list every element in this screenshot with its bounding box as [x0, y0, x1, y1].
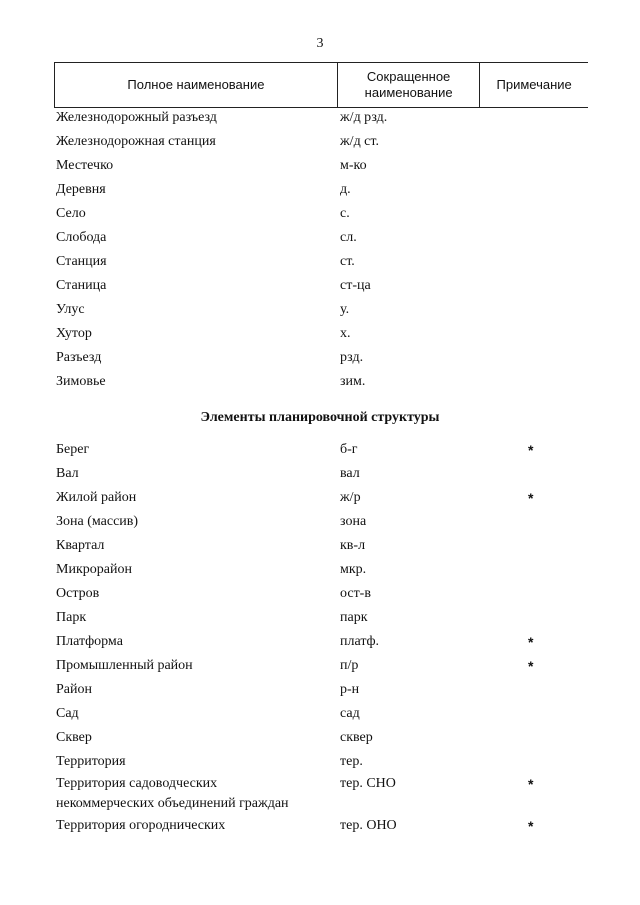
- table-row: [0, 728, 640, 750]
- note-asterisk: *: [528, 490, 534, 506]
- short-name: парк: [340, 610, 368, 625]
- note-asterisk: *: [528, 658, 534, 674]
- short-name: р-н: [340, 682, 360, 697]
- full-name: Вал: [56, 466, 79, 481]
- full-name: Железнодорожная станция: [56, 134, 216, 149]
- short-name: п/р: [340, 658, 359, 673]
- short-name: с.: [340, 206, 350, 221]
- short-name: ст.: [340, 254, 355, 269]
- full-name: Зона (массив): [56, 514, 139, 529]
- full-name: Промышленный район: [56, 658, 193, 673]
- full-name: Жилой район: [56, 490, 137, 505]
- table-row: [0, 108, 640, 130]
- short-name: д.: [340, 182, 351, 197]
- full-name: Улус: [56, 302, 85, 317]
- table-row: [0, 536, 640, 558]
- short-name: зим.: [340, 374, 366, 389]
- full-name: Территория: [56, 754, 126, 769]
- table-row: [0, 348, 640, 370]
- full-name: Парк: [56, 610, 87, 625]
- table-row: [0, 774, 640, 814]
- table-row: [0, 488, 640, 510]
- header-full-name: Полное наименование: [55, 63, 338, 108]
- header-short-name-line1: Сокращенное: [366, 69, 451, 84]
- table-row: [0, 680, 640, 702]
- header-short-name-line2: наименование: [364, 85, 453, 100]
- note-asterisk: *: [528, 634, 534, 650]
- full-name: Сад: [56, 706, 79, 721]
- full-name: Слобода: [56, 230, 107, 245]
- short-name: тер.: [340, 754, 363, 769]
- short-name: ст-ца: [340, 278, 371, 293]
- full-name: Деревня: [56, 182, 106, 197]
- short-name: х.: [340, 326, 351, 341]
- table-row: [0, 276, 640, 298]
- note-asterisk: *: [528, 818, 534, 834]
- short-name: вал: [340, 466, 360, 481]
- full-name: Остров: [56, 586, 100, 601]
- short-name: м-ко: [340, 158, 367, 173]
- table-row: [0, 204, 640, 226]
- full-name: Железнодорожный разъезд: [56, 110, 217, 125]
- full-name-line1: Территория садоводческих: [56, 776, 218, 791]
- table-row: [0, 656, 640, 678]
- note-asterisk: *: [528, 442, 534, 458]
- short-name: тер. ОНО: [340, 818, 397, 833]
- full-name-line2: некоммерческих объединений граждан: [56, 796, 289, 811]
- short-name: сл.: [340, 230, 357, 245]
- table-row: [0, 560, 640, 582]
- table-row: [0, 180, 640, 202]
- header-short-name: [337, 63, 479, 108]
- table-row: [0, 464, 640, 486]
- note-asterisk: *: [528, 776, 534, 792]
- table-row: [0, 512, 640, 534]
- table-row: [0, 608, 640, 630]
- table-row: [0, 584, 640, 606]
- full-name: Квартал: [56, 538, 105, 553]
- full-name: Сквер: [56, 730, 92, 745]
- table-row: [0, 372, 640, 394]
- page-number: 3: [316, 36, 324, 51]
- full-name: Берег: [56, 442, 90, 457]
- full-name: Район: [56, 682, 92, 697]
- full-name: Хутор: [56, 326, 92, 341]
- short-name: ж/р: [340, 490, 361, 505]
- table-header: [54, 62, 588, 108]
- short-name: ж/д ст.: [340, 134, 379, 149]
- short-name: тер. СНО: [340, 776, 396, 791]
- table-row: [0, 632, 640, 654]
- short-name: рзд.: [340, 350, 364, 365]
- section-title: Элементы планировочной структуры: [200, 410, 440, 425]
- full-name: Разъезд: [56, 350, 102, 365]
- short-name: сквер: [340, 730, 373, 745]
- table-row: [0, 252, 640, 274]
- table-row: [0, 156, 640, 178]
- table-row: [0, 440, 640, 462]
- full-name: Станция: [56, 254, 107, 269]
- short-name: ост-в: [340, 586, 371, 601]
- full-name: Территория огороднических: [56, 818, 226, 833]
- short-name: кв-л: [340, 538, 366, 553]
- full-name: Платформа: [56, 634, 123, 649]
- full-name: Местечко: [56, 158, 114, 173]
- short-name: б-г: [340, 442, 358, 457]
- table-row: [0, 752, 640, 774]
- short-name: ж/д рзд.: [340, 110, 388, 125]
- table-row: [0, 228, 640, 250]
- short-name: зона: [340, 514, 367, 529]
- full-name: Зимовье: [56, 374, 106, 389]
- full-name: [56, 774, 289, 814]
- short-name: платф.: [340, 634, 380, 649]
- table-row: [0, 300, 640, 322]
- short-name: сад: [340, 706, 360, 721]
- table-row: [0, 132, 640, 154]
- full-name: Микрорайон: [56, 562, 132, 577]
- table-row: [0, 324, 640, 346]
- table-row: [0, 816, 640, 838]
- full-name: Станица: [56, 278, 107, 293]
- short-name: у.: [340, 302, 350, 317]
- full-name: Село: [56, 206, 86, 221]
- table-row: [0, 704, 640, 726]
- short-name: мкр.: [340, 562, 367, 577]
- header-note: Примечание: [480, 63, 588, 108]
